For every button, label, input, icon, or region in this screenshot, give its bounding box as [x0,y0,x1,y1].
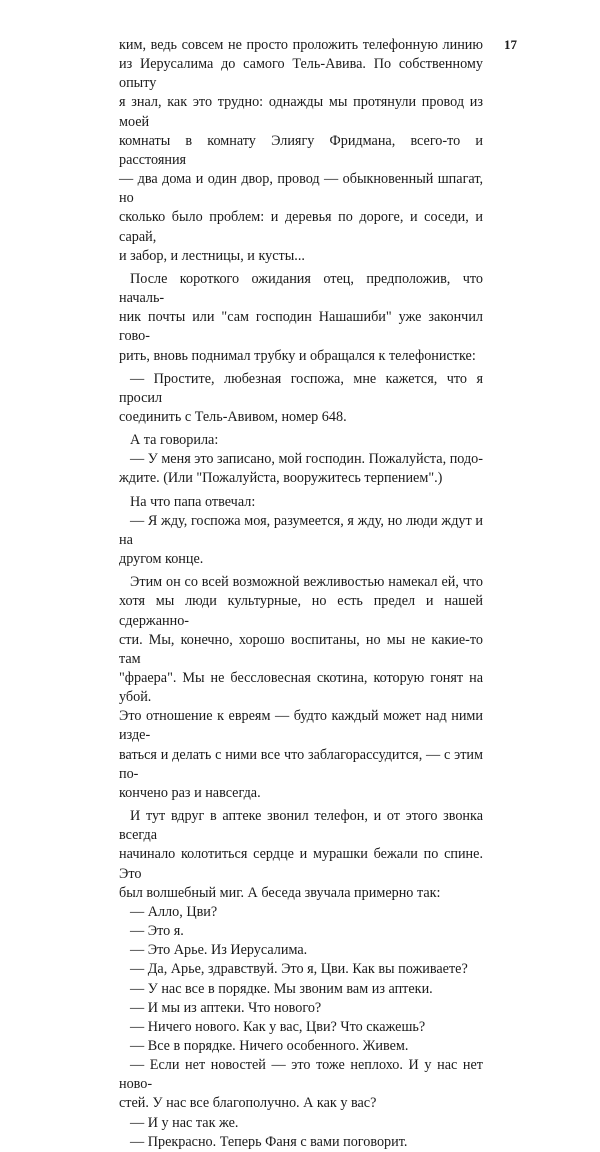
text-line: А та говорила: [130,432,219,449]
page-number: 17 [504,37,517,52]
body-text [119,36,483,1152]
dialogue-line: — Это Арье. Из Иерусалима. [130,942,308,959]
text-line: После короткого ожидания отец, предположив, что началь- [119,270,483,307]
text-line: ваться и делать с ними все что заблагорассудится, — с этим по- [119,746,483,782]
text-line: хотя мы люди культурные, но есть предел и нашей сдержанно- [119,593,483,629]
dialogue-line: — У нас все в порядке. Мы звоним вам из аптеки. [130,980,433,997]
text-line: ким, ведь совсем не просто проложить телефонную линию [119,37,483,53]
dialogue-line: — Да, Арье, здравствуй. Это я, Цви. Как вы поживаете? [130,961,468,978]
dialogue-line: стей. У нас все благополучно. А как у вас? [119,1095,377,1112]
text-line: комнаты в комнату Элиягу Фридмана, всего-то и расстояния [119,132,483,168]
dialogue-line: — Если нет новостей — это тоже неплохо. И у нас нет ново- [119,1057,483,1093]
text-line: сти. Мы, конечно, хорошо воспитаны, но мы не какие-то там [119,631,483,667]
text-line: Это отношение к евреям — будто каждый может над ними изде- [119,708,483,744]
dialogue-line: — И у нас так же. [130,1114,239,1131]
text-line: "фраера". Мы не бессловесная скотина, которую гонят на убой. [119,670,483,706]
dialogue-line: — И мы из аптеки. Что нового? [130,999,322,1016]
dialogue-line: — Это я. [130,923,184,940]
text-line: Этим он со всей возможной вежливостью намекал ей, что [130,574,483,591]
text-line: кончено раз и навсегда. [119,784,261,801]
text-line: начинало колотиться сердце и мурашки бежали по спине. Это [119,846,483,882]
text-line: соединить с Тель-Авивом, номер 648. [119,408,347,425]
text-line: — У меня это записано, мой господин. Пожалуйста, подо- [130,451,484,468]
text-line: другом конце. [119,551,204,568]
text-line: — Я жду, госпожа моя, разумеется, я жду, но люди ждут и на [119,512,483,548]
text-line: я знал, как это трудно: однажды мы протянули провод из моей [119,94,483,130]
text-line: был волшебный миг. А беседа звучала примерно так: [119,884,441,901]
dialogue-line: — Алло, Цви? [130,903,218,920]
text-line: — два дома и один двор, провод — обыкновенный шпагат, но [119,171,483,207]
text-line: ждите. (Или "Пожалуйста, вооружитесь терпением".) [119,470,443,487]
dialogue-line: — Прекрасно. Теперь Фаня с вами поговорит. [130,1133,408,1150]
dialogue-line: — Ничего нового. Как у вас, Цви? Что скажешь? [130,1018,426,1035]
text-line: сколько было проблем: и деревья по дороге, и соседи, и сарай, [119,209,483,245]
text-line: ник почты или "сам господин Нашашиби" уже закончил гово- [119,309,483,345]
text-line: На что папа отвечал: [130,493,256,510]
text-line: И тут вдруг в аптеке звонил телефон, и от этого звонка всегда [119,808,483,844]
text-line: и забор, и лестницы, и кусты... [119,247,305,264]
dialogue-line: — Все в порядке. Ничего особенного. Живем. [130,1037,409,1054]
text-line: — Простите, любезная госпожа, мне кажется, что я просил [119,370,483,406]
text-line: рить, вновь поднимал трубку и обращался к телефонистке: [119,347,476,364]
text-line: из Иерусалима до самого Тель-Авива. По собственному опыту [119,56,483,92]
